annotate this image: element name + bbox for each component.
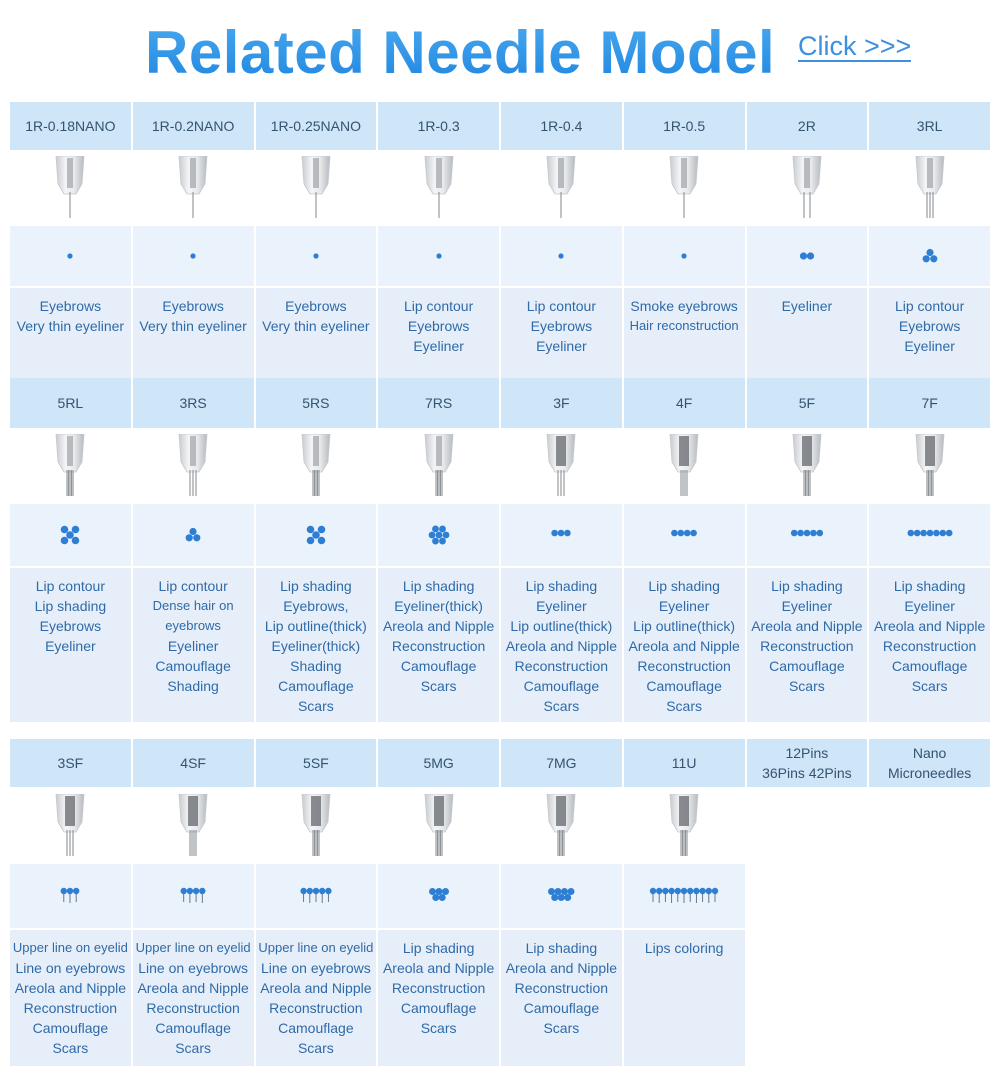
needle-row-3 bbox=[10, 739, 990, 1066]
needle-image-area bbox=[624, 789, 745, 864]
needle-card bbox=[378, 739, 499, 1066]
needle-cartridge-image bbox=[910, 434, 950, 500]
usage-item: Lip shading bbox=[648, 578, 720, 594]
needle-usage-list bbox=[10, 568, 131, 722]
pin-layout-area bbox=[747, 226, 868, 286]
needle-card bbox=[256, 102, 377, 420]
needle-model-label: 12Pins 36Pins 42Pins bbox=[747, 739, 868, 787]
needle-image-area bbox=[256, 789, 377, 864]
usage-item: Lip shading bbox=[34, 598, 107, 614]
pin-configuration-icon bbox=[757, 517, 857, 553]
needle-image-area bbox=[256, 152, 377, 226]
needle-image-area bbox=[869, 789, 990, 864]
usage-item: Scars bbox=[175, 1040, 212, 1056]
needle-usage-list bbox=[747, 930, 868, 1066]
needle-image-area bbox=[378, 152, 499, 226]
usage-item: Areola and Nipple bbox=[751, 618, 863, 634]
usage-item: Scars bbox=[788, 678, 825, 694]
needle-card bbox=[747, 378, 868, 722]
usage-item: Eyeliner bbox=[536, 338, 587, 354]
needle-cartridge-image bbox=[419, 156, 459, 222]
needle-card bbox=[869, 102, 990, 420]
usage-item: Upper line on eyelid bbox=[12, 940, 128, 955]
needle-usage-list bbox=[747, 568, 868, 722]
pin-layout-area bbox=[378, 504, 499, 566]
needle-row-1 bbox=[10, 102, 990, 420]
needle-model-label: 7MG bbox=[501, 739, 622, 787]
needle-usage-list bbox=[624, 930, 745, 1066]
usage-item: Eyeliner bbox=[45, 638, 96, 654]
needle-image-area bbox=[747, 430, 868, 504]
needle-model-label: 1R-0.3 bbox=[378, 102, 499, 150]
pin-layout-area bbox=[133, 864, 254, 928]
pin-layout-area bbox=[869, 504, 990, 566]
needle-cartridge-image bbox=[296, 434, 336, 500]
usage-item: Eyebrows bbox=[162, 298, 224, 314]
pin-layout-area bbox=[256, 864, 377, 928]
needle-image-area bbox=[624, 430, 745, 504]
usage-item: Scars bbox=[543, 1020, 580, 1036]
needle-image-area bbox=[10, 152, 131, 226]
needle-card bbox=[10, 739, 131, 1066]
pin-configuration-icon bbox=[266, 878, 366, 914]
usage-item: Eyebrows bbox=[530, 318, 593, 334]
needle-cartridge-image bbox=[541, 794, 581, 860]
needle-cartridge-image bbox=[50, 434, 90, 500]
usage-item: Areola and Nipple bbox=[14, 980, 127, 996]
needle-card bbox=[10, 378, 131, 722]
usage-item: Reconstruction bbox=[269, 1000, 363, 1016]
needle-row-2 bbox=[10, 378, 990, 722]
needle-card bbox=[133, 739, 254, 1066]
needle-image-area bbox=[378, 789, 499, 864]
needle-model-label: 1R-0.25NANO bbox=[256, 102, 377, 150]
needle-model-label: 5RS bbox=[256, 378, 377, 428]
usage-item: Eyeliner bbox=[781, 298, 833, 314]
needle-cartridge-image bbox=[50, 156, 90, 222]
needle-usage-list bbox=[624, 568, 745, 722]
needle-card bbox=[501, 102, 622, 420]
needle-card bbox=[378, 378, 499, 722]
usage-item: Lip shading bbox=[525, 578, 598, 594]
needle-usage-list bbox=[501, 568, 622, 722]
usage-item: Eyeliner bbox=[167, 638, 219, 654]
pin-configuration-icon bbox=[880, 517, 980, 553]
needle-cartridge-image bbox=[664, 156, 704, 222]
pin-layout-area bbox=[869, 864, 990, 928]
pin-configuration-icon bbox=[757, 238, 857, 274]
usage-item: Reconstruction bbox=[146, 1000, 240, 1016]
needle-model-label: 1R-0.18NANO bbox=[10, 102, 131, 150]
pin-configuration-icon bbox=[511, 517, 611, 553]
needle-model-label: 5RL bbox=[10, 378, 131, 428]
usage-item: Hair reconstruction bbox=[629, 318, 739, 333]
usage-item: Reconstruction bbox=[391, 980, 486, 996]
usage-item: Camouflage bbox=[278, 678, 354, 694]
pin-layout-area bbox=[501, 504, 622, 566]
usage-item: Camouflage bbox=[769, 658, 845, 674]
usage-item: Lip shading bbox=[525, 940, 598, 956]
usage-item: Lip contour bbox=[158, 578, 228, 594]
pin-layout-area bbox=[10, 226, 131, 286]
needle-model-label: 4SF bbox=[133, 739, 254, 787]
usage-item: Lip shading bbox=[771, 578, 843, 594]
needle-image-area bbox=[869, 152, 990, 226]
usage-item: Reconstruction bbox=[514, 658, 609, 674]
needle-card bbox=[256, 739, 377, 1066]
needle-usage-list bbox=[378, 568, 499, 722]
usage-item: Upper line on eyelid bbox=[258, 940, 374, 955]
needle-card bbox=[133, 102, 254, 420]
usage-item: Reconstruction bbox=[391, 638, 486, 654]
usage-item: Shading bbox=[290, 658, 342, 674]
usage-item: Eyebrows bbox=[898, 318, 961, 334]
usage-item: Lip shading bbox=[893, 578, 966, 594]
needle-cartridge-image bbox=[296, 794, 336, 860]
usage-item: Areola and Nipple bbox=[873, 618, 986, 634]
usage-item: Areola and Nipple bbox=[505, 960, 618, 976]
needle-image-area bbox=[256, 430, 377, 504]
usage-item: Eyeliner(thick) bbox=[394, 598, 483, 614]
needle-model-label: 7F bbox=[869, 378, 990, 428]
pin-layout-area bbox=[747, 864, 868, 928]
needle-cartridge-image bbox=[419, 794, 459, 860]
needle-card bbox=[501, 739, 622, 1066]
usage-item: Eyeliner bbox=[658, 598, 710, 614]
usage-item: Eyebrows bbox=[39, 298, 102, 314]
needle-model-label: 3RS bbox=[133, 378, 254, 428]
needle-usage-list bbox=[869, 930, 990, 1066]
needle-model-label: 3F bbox=[501, 378, 622, 428]
needle-cartridge-image bbox=[664, 794, 704, 860]
pin-configuration-icon bbox=[634, 878, 734, 914]
pin-configuration-icon bbox=[143, 238, 243, 274]
needle-card bbox=[624, 102, 745, 420]
usage-item: Lip contour bbox=[894, 298, 965, 314]
usage-item: Lips coloring bbox=[644, 940, 724, 956]
needle-model-label: 3RL bbox=[869, 102, 990, 150]
needle-card bbox=[624, 378, 745, 722]
pin-layout-area bbox=[747, 504, 868, 566]
usage-item: Lip outline(thick) bbox=[510, 618, 613, 634]
usage-item: Lip shading bbox=[402, 578, 475, 594]
usage-item: Reconstruction bbox=[514, 980, 609, 996]
needle-usage-list bbox=[869, 568, 990, 722]
pin-configuration-icon bbox=[266, 238, 366, 274]
pin-configuration-icon bbox=[20, 238, 120, 274]
usage-item: Areola and Nipple bbox=[382, 618, 495, 634]
usage-item: Eyeliner bbox=[781, 598, 833, 614]
usage-item: Smoke eyebrows bbox=[630, 298, 738, 314]
pin-layout-area bbox=[133, 504, 254, 566]
usage-item: Camouflage bbox=[891, 658, 968, 674]
needle-cartridge-image bbox=[173, 794, 213, 860]
needle-card bbox=[501, 378, 622, 722]
needle-card bbox=[747, 102, 868, 420]
needle-card bbox=[10, 102, 131, 420]
usage-item: Areola and Nipple bbox=[628, 638, 740, 654]
usage-item: Scars bbox=[52, 1040, 89, 1056]
pin-configuration-icon bbox=[511, 878, 611, 914]
pin-configuration-icon bbox=[389, 238, 489, 274]
usage-item: Eyeliner bbox=[413, 338, 464, 354]
usage-item: Upper line on eyelid bbox=[135, 940, 251, 955]
usage-item: Areola and Nipple bbox=[137, 980, 249, 996]
needle-usage-list bbox=[10, 930, 131, 1066]
usage-item: Shading bbox=[167, 678, 219, 694]
pin-configuration-icon bbox=[389, 517, 489, 553]
needle-model-label: 3SF bbox=[10, 739, 131, 787]
pin-configuration-icon bbox=[20, 517, 120, 553]
usage-item: Scars bbox=[420, 1020, 457, 1036]
pin-layout-area bbox=[378, 226, 499, 286]
usage-item: Lip contour bbox=[403, 298, 474, 314]
usage-item: Eyeliner bbox=[536, 598, 587, 614]
usage-item: Scars bbox=[666, 698, 703, 714]
pin-configuration-icon bbox=[266, 517, 366, 553]
title-bar bbox=[0, 18, 1000, 88]
needle-cartridge-image bbox=[664, 434, 704, 500]
usage-item: Reconstruction bbox=[882, 638, 977, 654]
needle-model-label: 1R-0.4 bbox=[501, 102, 622, 150]
pin-configuration-icon bbox=[880, 238, 980, 274]
usage-item: Eyeliner bbox=[904, 338, 955, 354]
usage-item: Scars bbox=[911, 678, 948, 694]
usage-item: Scars bbox=[297, 1040, 334, 1056]
usage-item: Lip shading bbox=[402, 940, 475, 956]
needle-cartridge-image bbox=[173, 434, 213, 500]
needle-cartridge-image bbox=[173, 156, 213, 222]
pin-configuration-icon bbox=[511, 238, 611, 274]
usage-item: Reconstruction bbox=[760, 638, 854, 654]
needle-image-area bbox=[501, 430, 622, 504]
usage-item: Scars bbox=[420, 678, 457, 694]
needle-card bbox=[624, 739, 745, 1066]
pin-configuration-icon bbox=[143, 517, 243, 553]
needle-cartridge-image bbox=[50, 794, 90, 860]
usage-item: Lip outline(thick) bbox=[264, 618, 367, 634]
usage-item: Very thin eyeliner bbox=[16, 318, 125, 334]
pin-layout-area bbox=[624, 864, 745, 928]
needle-cartridge-image bbox=[541, 156, 581, 222]
usage-item: Areola and Nipple bbox=[382, 960, 495, 976]
needle-model-label: 11U bbox=[624, 739, 745, 787]
needle-image-area bbox=[747, 152, 868, 226]
needle-card bbox=[869, 378, 990, 722]
pin-configuration-icon bbox=[20, 878, 120, 914]
pin-layout-area bbox=[256, 226, 377, 286]
needle-image-area bbox=[501, 152, 622, 226]
needle-model-label: 4F bbox=[624, 378, 745, 428]
usage-item: Eyebrows, bbox=[283, 598, 349, 614]
usage-item: Camouflage bbox=[400, 1000, 477, 1016]
needle-image-area bbox=[10, 430, 131, 504]
pin-layout-area bbox=[10, 504, 131, 566]
usage-item: Camouflage bbox=[646, 678, 722, 694]
needle-usage-list bbox=[256, 568, 377, 722]
pin-configuration-icon bbox=[634, 238, 734, 274]
usage-item: Line on eyebrows bbox=[261, 960, 371, 976]
pin-layout-area bbox=[501, 864, 622, 928]
needle-cartridge-image bbox=[787, 156, 827, 222]
usage-item: Lip shading bbox=[280, 578, 352, 594]
needle-cartridge-image bbox=[787, 434, 827, 500]
usage-item: Camouflage bbox=[155, 658, 231, 674]
usage-item: Line on eyebrows bbox=[15, 960, 126, 976]
usage-item: Line on eyebrows bbox=[138, 960, 248, 976]
usage-item: Lip contour bbox=[35, 578, 106, 594]
needle-model-label: 5SF bbox=[256, 739, 377, 787]
needle-image-area bbox=[10, 789, 131, 864]
usage-item: Very thin eyeliner bbox=[139, 318, 247, 334]
needle-card bbox=[378, 102, 499, 420]
usage-item: Dense hair on eyebrows bbox=[152, 598, 234, 633]
usage-item: Eyebrows bbox=[39, 618, 102, 634]
needle-usage-list bbox=[501, 930, 622, 1066]
usage-item: Camouflage bbox=[523, 1000, 600, 1016]
needle-model-label: 5F bbox=[747, 378, 868, 428]
usage-item: Scars bbox=[297, 698, 334, 714]
needle-card bbox=[747, 739, 868, 1066]
needle-image-area bbox=[869, 430, 990, 504]
usage-item: Areola and Nipple bbox=[260, 980, 372, 996]
needle-image-area bbox=[624, 152, 745, 226]
needle-cartridge-image bbox=[419, 434, 459, 500]
pin-layout-area bbox=[501, 226, 622, 286]
pin-configuration-icon bbox=[143, 878, 243, 914]
needle-model-label: Nano Microneedles bbox=[869, 739, 990, 787]
usage-item: Eyebrows bbox=[407, 318, 470, 334]
needle-image-area bbox=[133, 430, 254, 504]
pin-layout-area bbox=[378, 864, 499, 928]
usage-item: Eyebrows bbox=[285, 298, 347, 314]
pin-layout-area bbox=[133, 226, 254, 286]
usage-item: Scars bbox=[543, 698, 580, 714]
needle-usage-list bbox=[133, 930, 254, 1066]
usage-item: Areola and Nipple bbox=[505, 638, 618, 654]
pin-layout-area bbox=[10, 864, 131, 928]
needle-cartridge-image bbox=[541, 434, 581, 500]
usage-item: Camouflage bbox=[155, 1020, 231, 1036]
usage-item: Very thin eyeliner bbox=[262, 318, 370, 334]
needle-card bbox=[133, 378, 254, 722]
needle-model-label: 5MG bbox=[378, 739, 499, 787]
pin-layout-area bbox=[624, 504, 745, 566]
needle-image-area bbox=[133, 789, 254, 864]
page-title: Related Needle Model bbox=[145, 19, 776, 86]
usage-item: Eyeliner(thick) bbox=[271, 638, 361, 654]
needle-model-label: 1R-0.5 bbox=[624, 102, 745, 150]
pin-layout-area bbox=[869, 226, 990, 286]
usage-item: Camouflage bbox=[523, 678, 600, 694]
needle-usage-list bbox=[256, 930, 377, 1066]
needle-card bbox=[256, 378, 377, 722]
needle-cartridge-image bbox=[910, 156, 950, 222]
usage-item: Reconstruction bbox=[637, 658, 731, 674]
needle-cartridge-image bbox=[296, 156, 336, 222]
pin-layout-area bbox=[624, 226, 745, 286]
needle-model-label: 2R bbox=[747, 102, 868, 150]
pin-configuration-icon bbox=[389, 878, 489, 914]
usage-item: Camouflage bbox=[400, 658, 477, 674]
click-more-link[interactable]: Click >>> bbox=[798, 31, 912, 61]
needle-card bbox=[869, 739, 990, 1066]
usage-item: Camouflage bbox=[278, 1020, 354, 1036]
usage-item: Camouflage bbox=[32, 1020, 109, 1036]
needle-usage-list bbox=[378, 930, 499, 1066]
pin-configuration-icon bbox=[634, 517, 734, 553]
usage-item: Lip contour bbox=[526, 298, 597, 314]
usage-item: Eyeliner bbox=[904, 598, 955, 614]
needle-image-area bbox=[378, 430, 499, 504]
usage-item: Reconstruction bbox=[23, 1000, 118, 1016]
needle-usage-list bbox=[133, 568, 254, 722]
needle-image-area bbox=[133, 152, 254, 226]
needle-model-label: 1R-0.2NANO bbox=[133, 102, 254, 150]
needle-image-area bbox=[501, 789, 622, 864]
needle-model-label: 7RS bbox=[378, 378, 499, 428]
pin-layout-area bbox=[256, 504, 377, 566]
usage-item: Lip outline(thick) bbox=[633, 618, 736, 634]
needle-image-area bbox=[747, 789, 868, 864]
